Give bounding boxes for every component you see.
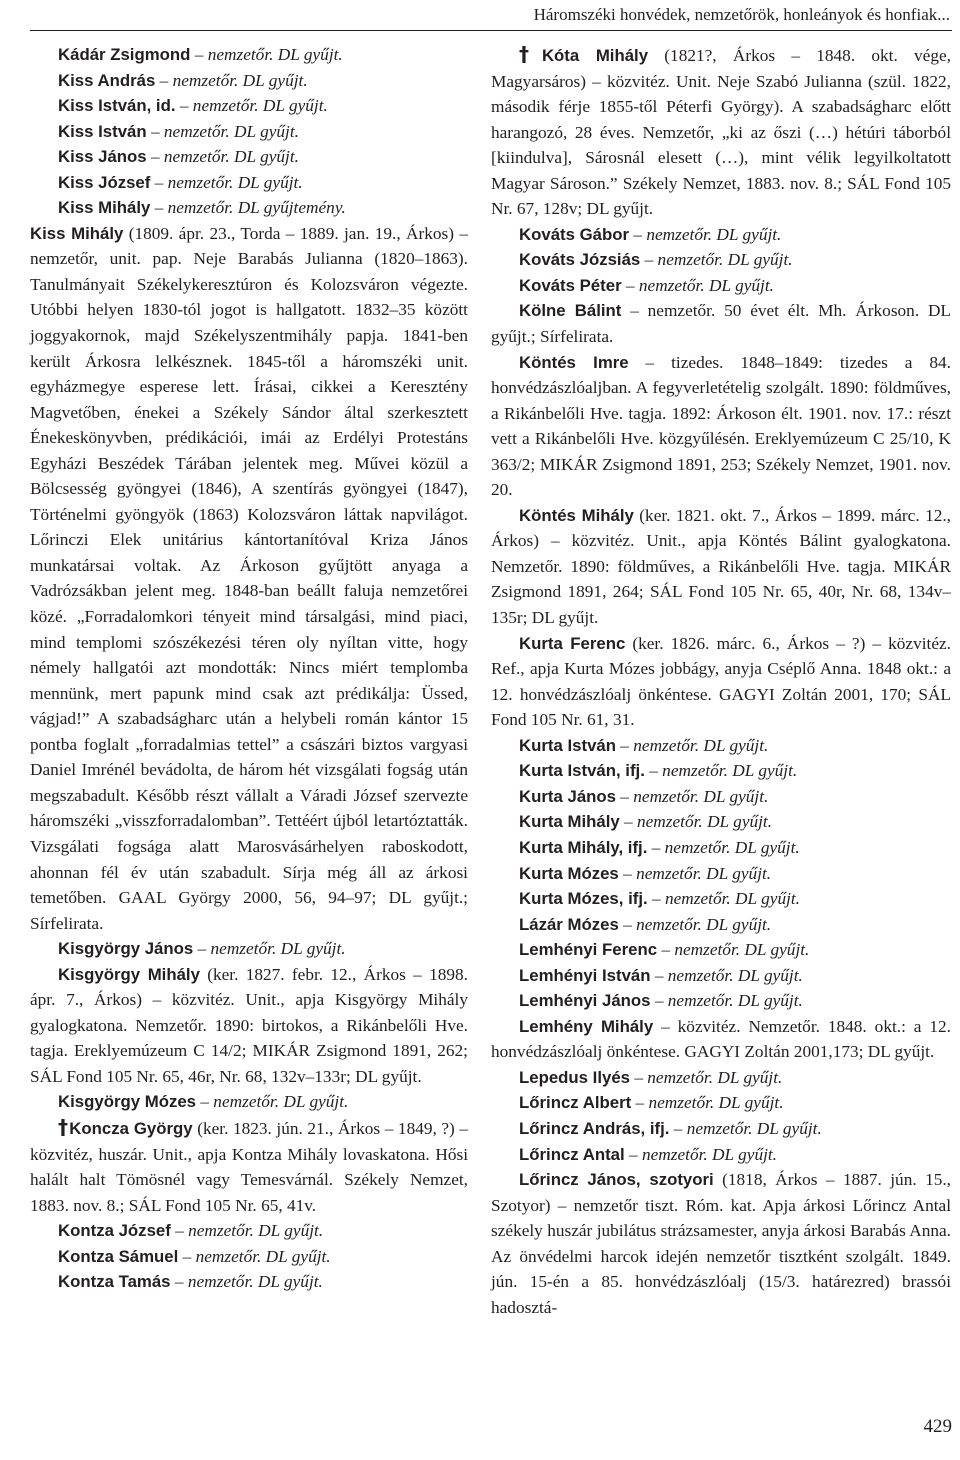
entry-right-20 — [491, 1065, 951, 1091]
entry-text: (1821?, Árkos – 1848. okt. vége, Magyarsáros) – közvitéz. Unit. Neje Szabó Julianna (szül. 1822, második férje 1855-től Péterfi György). A szabadságharc előtt harangozó, 28 éves. Nemzetőr, „ki az őszi (…) hétúri táborból [kiindulva], Sárosnál elesett (…), mint vélik legyilkoltatott Magyar Sároson.” Székely Nemzet, 1883. nov. 8.; SÁL Fond 105 Nr. 67, 128v; DL gyűjt. — [491, 46, 951, 219]
entry-right-19 — [491, 1014, 951, 1065]
entry-text: – nemzetőr. DL gyűjt. — [647, 889, 801, 909]
entry-text: (1818, Árkos – 1887. jún. 15., Szotyor) – nemzetőr tiszt. Róm. kat. Apja árkosi Lőrincz Antal székely huszár jubilátus strázsamester, anyja árkosi Barabás Anna. Az önvédelmi harcok idején nemzetőr tisztként szolgált. 1849. jún. 15-én a 85. honvédzászlóalj (15/3. határezred) brassói hadosztá- — [491, 1170, 952, 1317]
entry-name: Kontza Sámuel — [58, 1246, 179, 1266]
entry-right-10 — [491, 784, 951, 810]
entry-text: – nemzetőr. DL gyűjt. — [618, 863, 772, 883]
entry-name: Kiss János — [58, 147, 147, 167]
entry-name: Kováts Gábor — [519, 224, 630, 244]
entry-text: (ker. 1826. márc. 6., Árkos – ?) – közvitéz. Ref., apja Kurta Mózes jobbágy, anyja Cséplő Anna. 1848 okt.: a 12. honvédzászlóalj önkéntese. GAGYI Zoltán 2001, 170; SÁL Fond 105 Nr. 61, 31. — [491, 633, 951, 730]
entry-name: Kóta Mihály — [541, 46, 649, 65]
entry-text: – nemzetőr. DL gyűjt. — [650, 991, 803, 1011]
entry-name: Kiss Mihály — [30, 223, 124, 243]
entry-name: Kisgyörgy Mózes — [58, 1092, 197, 1112]
entry-text: – nemzetőr. DL gyűjt. — [178, 1246, 331, 1266]
page-number: 429 — [923, 1416, 952, 1437]
entry-left-5 — [30, 170, 468, 196]
running-header: Háromszéki honvédek, nemzetőrök, honleányok és honfiak... — [533, 5, 950, 24]
entry-text: – nemzetőr. DL gyűjt. — [630, 1067, 783, 1087]
entry-right-17 — [491, 963, 951, 989]
entry-name: Kiss István — [58, 121, 147, 141]
entry-text: – nemzetőr. 50 évet élt. Mh. Árkoson. DL gyűjt.; Sírfelirata. — [491, 301, 951, 347]
entry-left-3 — [30, 119, 468, 145]
entry-text: – nemzetőr. DL gyűjt. — [669, 1118, 822, 1138]
entry-text: – nemzetőr. DL gyűjt. — [624, 1144, 778, 1164]
entry-left-0 — [30, 42, 468, 68]
entry-text: – nemzetőr. DL gyűjt. — [640, 250, 793, 270]
entry-left-7 — [30, 221, 468, 936]
entry-name: Kurta Mózes — [519, 863, 619, 883]
entry-right-18 — [491, 988, 951, 1014]
cross-icon: † — [519, 42, 541, 66]
entry-name: Köntés Imre — [519, 352, 629, 372]
entry-text: – nemzetőr. DL gyűjt. — [657, 940, 810, 960]
entry-name: Kisgyörgy Mihály — [58, 964, 200, 984]
entry-name: Kurta Mózes, ifj. — [519, 889, 648, 909]
entry-name: Lemhény Mihály — [519, 1016, 654, 1036]
entry-name: Lőrincz Antal — [519, 1144, 625, 1164]
entry-left-12 — [30, 1218, 468, 1244]
entry-text: (ker. 1827. febr. 12., Árkos – 1898. ápr. 7., Árkos) – közvitéz. Unit., apja Kisgyörgy Mihály gyalogkatona. Nemzetőr. 1890: birtokos, a Rikánbelőli Hve. tagja. Ereklyemúzeum C 14/2; MIKÁR Zsigmond 1891, 262; SÁL Fond 105 Nr. 65, 46r, Nr. 68, 132v–133r; DL gyűjt. — [30, 964, 468, 1086]
entry-name: Kiss József — [58, 172, 151, 192]
entry-name: Kurta Ferenc — [519, 633, 626, 653]
entry-right-24 — [491, 1167, 951, 1320]
entry-text: – nemzetőr. DL gyűjt. — [146, 147, 299, 167]
entry-name: Kontza Tamás — [58, 1272, 171, 1292]
entry-text: – nemzetőr. DL gyűjt. — [196, 1092, 349, 1112]
entry-name: Lőrincz János, szotyori — [519, 1170, 714, 1190]
entry-left-10 — [30, 1089, 468, 1115]
entry-name: Lőrincz András, ifj. — [519, 1118, 670, 1138]
entry-name: Köntés Mihály — [519, 505, 634, 525]
entry-name: Kurta Mihály — [519, 812, 620, 832]
entry-text: – nemzetőr. DL gyűjt. — [170, 1272, 323, 1292]
entry-text: – nemzetőr. DL gyűjt. — [644, 761, 798, 781]
entry-text: – nemzetőr. DL gyűjt. — [618, 914, 772, 934]
entry-name: Kiss Mihály — [58, 198, 151, 218]
right-column — [491, 42, 951, 1320]
entry-name: Lázár Mózes — [519, 914, 619, 934]
entry-name: Kádár Zsigmond — [58, 45, 191, 64]
entry-name: Kiss András — [58, 70, 156, 90]
entry-name: Kurta István — [519, 735, 616, 755]
entry-text: – nemzetőr. DL gyűjt. — [146, 121, 299, 141]
entry-text: – nemzetőr. DL gyűjt. — [647, 837, 800, 857]
entry-text: – nemzetőr. DL gyűjt. — [193, 939, 346, 959]
header-rule — [30, 30, 952, 31]
entry-right-2 — [491, 247, 951, 273]
entry-right-6 — [491, 503, 951, 631]
entry-right-3 — [491, 273, 951, 299]
entry-right-21 — [491, 1090, 951, 1116]
entry-right-16 — [491, 937, 951, 963]
entry-text: – nemzetőr. DL gyűjt. — [190, 45, 343, 64]
entry-name: Lemhényi Ferenc — [519, 940, 658, 960]
left-column — [30, 42, 468, 1295]
entry-right-11 — [491, 809, 951, 835]
entry-name: Kölne Bálint — [519, 301, 622, 321]
entry-name: Koncza György — [69, 1118, 193, 1138]
entry-name: Lemhényi János — [519, 991, 651, 1011]
entry-text: – közvitéz. Nemzetőr. 1848. okt.: a 12. honvédzászlóalj önkéntese. GAGYI Zoltán 2001,173; DL gyűjt. — [491, 1016, 952, 1062]
entry-name: Lőrincz Albert — [519, 1093, 632, 1113]
entry-right-12 — [491, 835, 951, 861]
entry-right-8 — [491, 733, 951, 759]
entry-text: (ker. 1823. jún. 21., Árkos – 1849, ?) – közvitéz, huszár. Unit., apja Kontza Mihály lovaskatona. Hősi halált halt Tömösnél vagy Temesvárnál. Székely Nemzet, 1883. nov. 8.; SÁL Fond 105 Nr. 65, 41v. — [30, 1118, 469, 1215]
entry-right-9 — [491, 758, 951, 784]
entry-name: Lemhényi István — [519, 965, 651, 985]
entry-right-14 — [491, 886, 951, 912]
entry-name: Kováts Péter — [519, 275, 622, 295]
entry-text: – nemzetőr. DL gyűjtemény. — [150, 198, 346, 218]
entry-right-4 — [491, 298, 951, 349]
entry-text: – nemzetőr. DL gyűjt. — [175, 96, 328, 116]
entry-left-4 — [30, 144, 468, 170]
entry-left-11 — [30, 1115, 468, 1218]
entry-text: (ker. 1821. okt. 7., Árkos – 1899. márc. 12., Árkos) – közvitéz. Unit., apja Köntés Bálint gyalogkatona. Nemzetőr. 1890: földműves, a Rikánbelőli Hve. tagja. MIKÁR Zsigmond 1891, 264; SÁL Fond 105 Nr. 65, 40r, Nr. 68, 134v–135r; DL gyűjt. — [491, 505, 951, 628]
entry-name: Lepedus Ilyés — [519, 1067, 630, 1087]
entry-name: Kurta János — [519, 786, 616, 806]
entry-left-9 — [30, 962, 468, 1090]
entry-text: – nemzetőr. DL gyűjt. — [155, 70, 308, 90]
entry-name: Kiss István, id. — [58, 96, 176, 116]
entry-name: Kováts Józsiás — [519, 250, 641, 270]
entry-right-5 — [491, 350, 951, 503]
entry-name: Kontza József — [58, 1221, 171, 1241]
entry-left-8 — [30, 936, 468, 962]
entry-text: – nemzetőr. DL gyűjt. — [631, 1093, 784, 1113]
entry-left-2 — [30, 93, 468, 119]
cross-icon: † — [58, 1114, 69, 1139]
entry-right-22 — [491, 1116, 951, 1142]
entry-left-14 — [30, 1269, 468, 1295]
entry-name: Kisgyörgy János — [58, 939, 194, 959]
entry-text: – nemzetőr. DL gyűjt. — [650, 965, 803, 985]
entry-name: Kurta István, ifj. — [519, 761, 645, 781]
entry-right-0 — [491, 42, 951, 222]
entry-text: – nemzetőr. DL gyűjt. — [619, 812, 773, 832]
entry-name: Kurta Mihály, ifj. — [519, 837, 648, 857]
entry-text: (1809. ápr. 23., Torda – 1889. jan. 19., Árkos) – nemzetőr, unit. pap. Neje Barabás Julianna (1820–1863). Tanulmányait Székelykeresztúron és Kolozsváron végezte. Utóbbi helyen 1830-tól jogot is hallgatott. 1832–35 között joggyakornok, majd Székelyszentmihály papja. 1841-ben került Árkosra lelkésznek. 1845-től a háromszéki unit. egyházmegye esperese lett. Írásai, cikkei a Keresztény Magvetőben, énekei a Székely Sándor által szerkesztett Énekeskönyvben, prédikációi, imái az Erdélyi Protestáns Egyházi Beszédek Tárában jelentek meg. Művei közül a Bölcsesség gyöngyei (1846), A szentírás gyöngyei (1847), Történelmi gyöngyök (1863) Kolozsváron láttak napvilágot. Lőrinczi Elek unitárius kántortanítóval Kriza János munkatársai voltak. Az Árkoson gyűjtött anyaga a Vadrózsákban jelent meg. 1848-ban beállt faluja nemzetőrei közé. „Forradalomkori tényeit mind társalgási, mind piaci, mind templomi szószékezési téren oly nyíltan vitte, hogy némely hallgatói azt mondották: Nincs miért templomba mennünk, mert papunk mind csak azt prédikálja: Üssed, vágjad!” A szabadságharc után a helybeli román kántor 15 pontba foglalt „forradalmias tettel” a császári biztos vargyasi Daniel Imrénél bevádolta, de három hét vizsgálati fogság után megszabadult. Később részt vállalt a Váradi József szervezte háromszéki „visszforradalomban”. Tettéért újból letartóztatták. Vizsgálati fogsága alatt Marosvásárhelyen raboskodott, ahonnan fél év után szabadult. Sírja még áll az árkosi temetőben. GAAL György 2000, 56, 94–97; DL gyűjt.; Sírfelirata. — [30, 223, 468, 933]
entry-text: – nemzetőr. DL gyűjt. — [629, 224, 782, 244]
entry-left-6 — [30, 195, 468, 221]
entry-right-23 — [491, 1142, 951, 1168]
entry-left-1 — [30, 68, 468, 94]
entry-right-13 — [491, 861, 951, 887]
entry-text: – nemzetőr. DL gyűjt. — [615, 735, 769, 755]
entry-text: – tizedes. 1848–1849: tizedes a 84. honvédzászlóaljban. A fegyverletételig szolgált. 1890: földműves, a Rikánbelőli Hve. tagja. 1892: Árkoson élt. 1901. nov. 17.: részt vett a Rikánbelőli Hve. közgyűlésén. Ereklyemúzeum C 25/10, K 363/2; MIKÁR Zsigmond 1891, 253; Székely Nemzet, 1901. nov. 20. — [491, 352, 951, 500]
entry-text: – nemzetőr. DL gyűjt. — [150, 172, 303, 192]
entry-right-15 — [491, 912, 951, 938]
entry-left-13 — [30, 1244, 468, 1270]
entry-right-7 — [491, 631, 951, 733]
entry-text: – nemzetőr. DL gyűjt. — [615, 786, 769, 806]
entry-right-1 — [491, 222, 951, 248]
entry-text: – nemzetőr. DL gyűjt. — [621, 275, 774, 295]
entry-text: – nemzetőr. DL gyűjt. — [170, 1221, 324, 1241]
